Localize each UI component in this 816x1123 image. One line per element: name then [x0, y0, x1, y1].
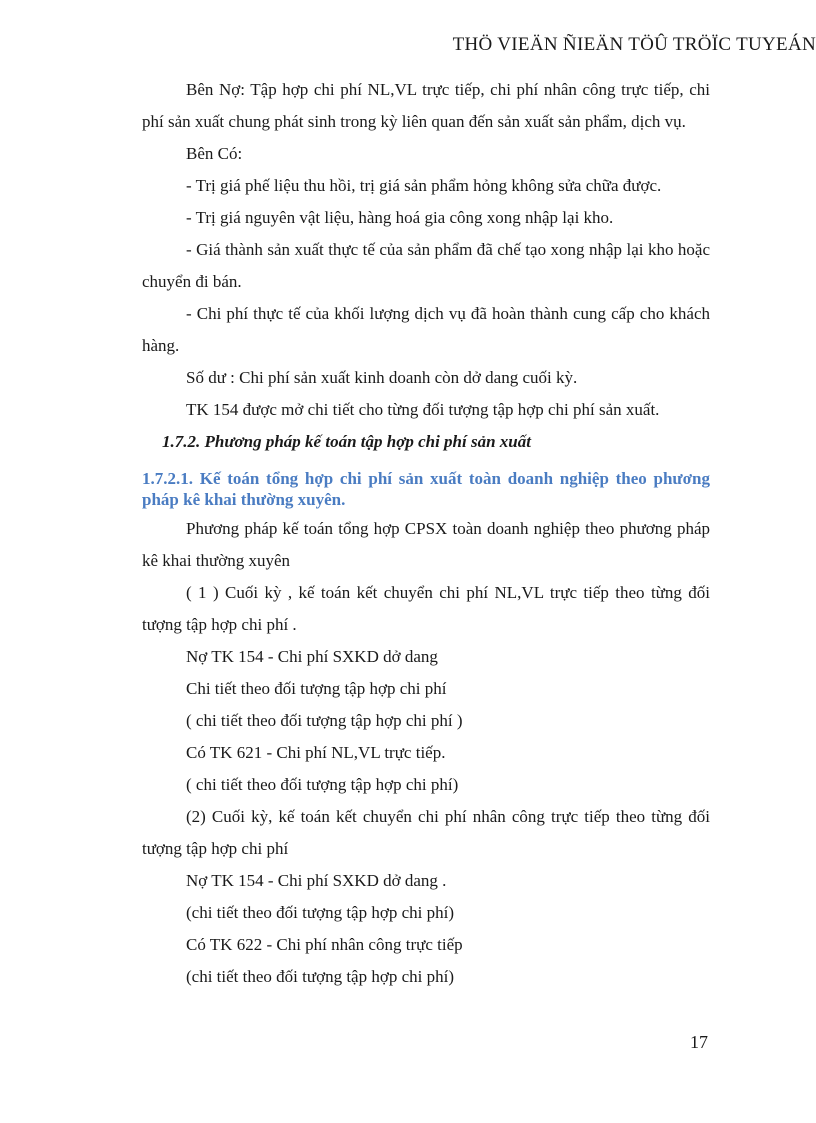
paragraph-intro: Phương pháp kế toán tổng hợp CPSX toàn doanh nghiệp theo phương pháp kê khai thường xuyên [142, 519, 710, 570]
paragraph-item: - Giá thành sản xuất thực tế của sản phẩm đã chế tạo xong nhập lại kho hoặc chuyển đi bán. [142, 240, 710, 291]
page-number: 17 [690, 1032, 708, 1052]
paragraph-tk154: TK 154 được mở chi tiết cho từng đối tượng tập hợp chi phí sản xuất. [186, 400, 660, 419]
section-heading: 1.7.2. Phương pháp kế toán tập hợp chi phí sản xuất [162, 432, 531, 451]
page-header: THÖ VIEÄN ÑIEÄN TÖÛ TRÖÏC TUYEÁN [452, 34, 816, 55]
entry-line: Có TK 622 - Chi phí nhân công trực tiếp [186, 935, 463, 954]
entry-line: Có TK 621 - Chi phí NL,VL trực tiếp. [186, 743, 446, 762]
paragraph-so-du: Số dư : Chi phí sản xuất kinh doanh còn dở dang cuối kỳ. [186, 368, 578, 387]
paragraph-ben-co: Bên Có: [186, 144, 243, 163]
paragraph-item: - Trị giá phế liệu thu hồi, trị giá sản phẩm hỏng không sửa chữa được. [186, 176, 662, 195]
subsection-heading: 1.7.2.1. Kế toán tổng hợp chi phí sản xuất toàn doanh nghiệp theo phương pháp kê khai thường xuyên. [142, 469, 710, 509]
paragraph-step-1: ( 1 ) Cuối kỳ , kế toán kết chuyển chi phí NL,VL trực tiếp theo từng đối tượng tập hợp chi phí . [142, 583, 710, 634]
entry-line: Chi tiết theo đối tượng tập hợp chi phí [186, 679, 447, 698]
entry-line: (chi tiết theo đối tượng tập hợp chi phí) [186, 903, 454, 922]
entry-line: ( chi tiết theo đối tượng tập hợp chi phí) [186, 775, 459, 794]
entry-line: Nợ TK 154 - Chi phí SXKD dở dang . [186, 871, 447, 890]
paragraph-item: - Trị giá nguyên vật liệu, hàng hoá gia công xong nhập lại kho. [186, 208, 614, 227]
paragraph-ben-no: Bên Nợ: Tập hợp chi phí NL,VL trực tiếp, chi phí nhân công trực tiếp, chi phí sản xuất chung phát sinh trong kỳ liên quan đến sản xuất sản phẩm, dịch vụ. [142, 80, 710, 131]
paragraph-step-2: (2) Cuối kỳ, kế toán kết chuyển chi phí nhân công trực tiếp theo từng đối tượng tập hợp chi phí [142, 807, 710, 858]
entry-line: ( chi tiết theo đối tượng tập hợp chi phí ) [186, 711, 463, 730]
paragraph-item: - Chi phí thực tế của khối lượng dịch vụ đã hoàn thành cung cấp cho khách hàng. [142, 304, 710, 355]
document-body [142, 74, 710, 993]
entry-line: Nợ TK 154 - Chi phí SXKD dở dang [186, 647, 438, 666]
entry-line: (chi tiết theo đối tượng tập hợp chi phí) [186, 967, 454, 986]
